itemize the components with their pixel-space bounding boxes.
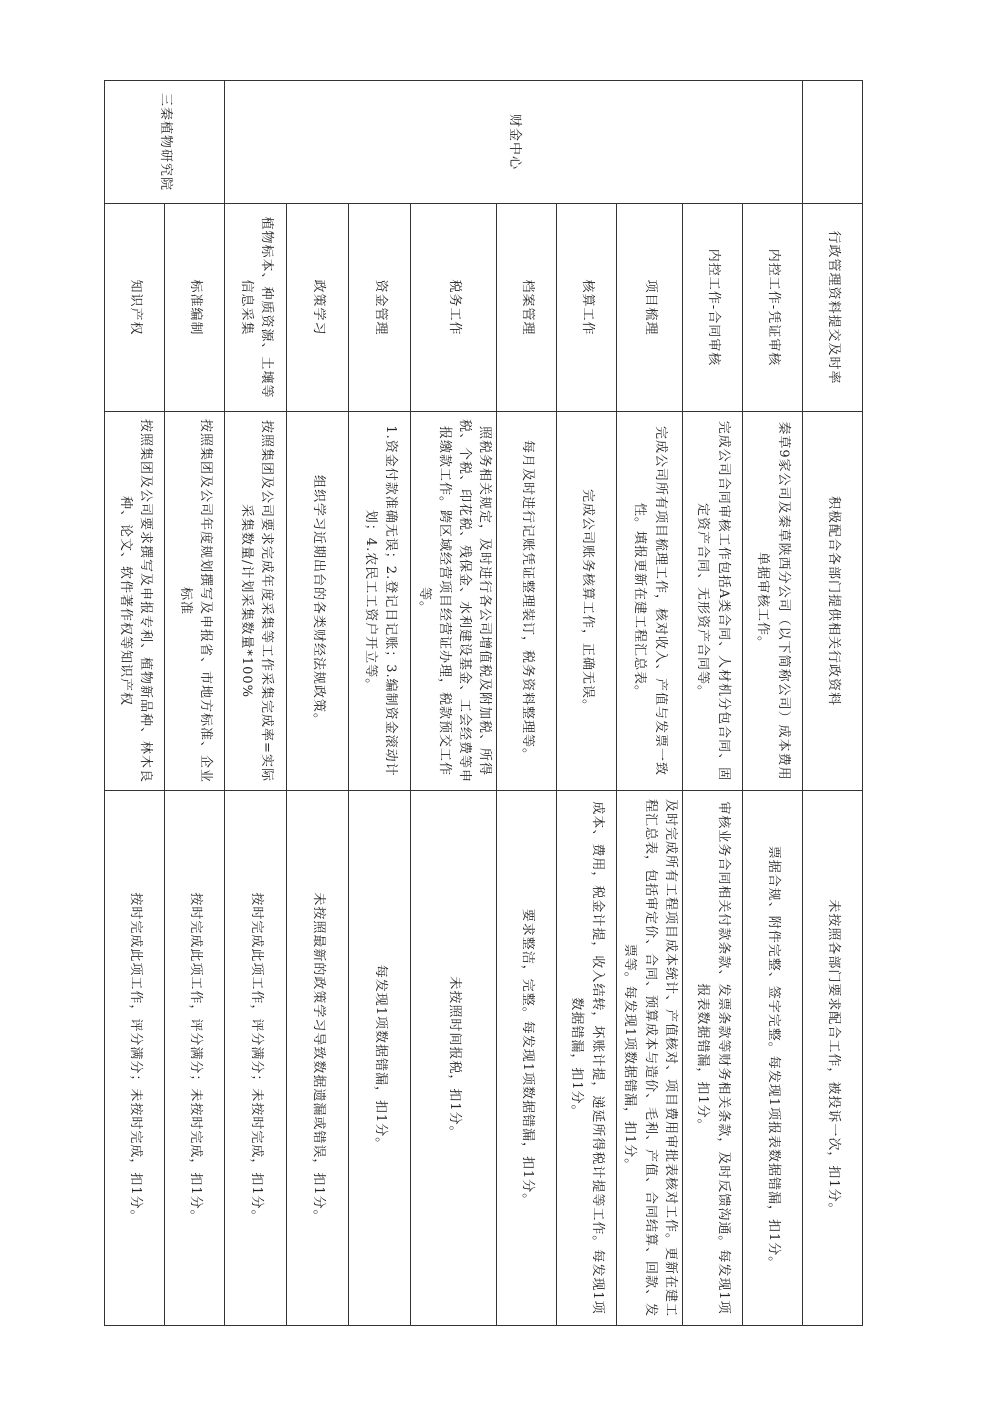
standard-cell: 秦草9家公司及秦草陕西分公司（以下简称公司）成本费用单据审核工作。 (743, 412, 803, 791)
table-row (803, 81, 863, 1326)
scoring-cell: 成本、费用，税金计提，收入结转，坏账计提，递延所得税计提等工作。每发现1项数据错漏，扣1分。 (557, 791, 617, 1326)
standard-cell: 完成公司所有项目梳理工作，核对收入、产值与发票一致性。填报更新在建工程汇总表。 (617, 412, 683, 791)
standard-cell: 组织学习近期出台的各类财经法规政策。 (287, 412, 349, 791)
table-row (105, 81, 165, 1326)
item-cell: 内控工作-合同审核 (683, 204, 743, 412)
scoring-cell: 按时完成此项工作，评分满分；未按时完成，扣1分。 (165, 791, 225, 1326)
empty-cell (803, 81, 863, 204)
table-row (617, 81, 683, 1326)
table-row (497, 81, 557, 1326)
standard-cell: 按照集团及公司年度规划撰写及申报省、市地方标准、企业标准 (165, 412, 225, 791)
item-cell: 项目梳理 (617, 204, 683, 412)
standard-cell: 完成公司合同审核工作包括A类合同、人材机分包合同、固定资产合同、无形资产合同等。 (683, 412, 743, 791)
standard-cell: 按照集团及公司要求完成年度采集等工作采集完成率=实际采集数量/计划采集数量*100% (225, 412, 287, 791)
table-row (557, 81, 617, 1326)
assessment-table (104, 80, 863, 1326)
rotated-table-wrapper (106, 80, 863, 1325)
item-cell: 植物标本、种质资源、土壤等信息采集 (225, 204, 287, 412)
standard-cell: 积极配合各部门提供相关行政资料 (803, 412, 863, 791)
item-cell: 政策学习 (287, 204, 349, 412)
standard-cell: 每月及时进行记账凭证整理装订，税务资料整理等。 (497, 412, 557, 791)
scoring-cell: 未按照各部门要求配合工作，被投诉一次，扣1分。 (803, 791, 863, 1326)
scoring-cell: 审核业务合同相关付款条款、发票条款等财务相关条款，及时反馈沟通。每发现1项报表数据错漏，扣1分。 (683, 791, 743, 1326)
item-cell: 内控工作-凭证审核 (743, 204, 803, 412)
scoring-cell: 票据合规、附件完整、签字完整。每发现1项报表数据错漏，扣1分。 (743, 791, 803, 1326)
table-row (225, 81, 287, 1326)
scoring-cell: 按时完成此项工作，评分满分；未按时完成，扣1分。 (225, 791, 287, 1326)
scoring-cell: 未按照时间报税，扣1分。 (411, 791, 497, 1326)
item-cell: 资金管理 (349, 204, 411, 412)
standard-cell: 完成公司账务核算工作，正确无误。 (557, 412, 617, 791)
scoring-cell: 按时完成此项工作，评分满分；未按时完成，扣1分。 (105, 791, 165, 1326)
table-row (165, 81, 225, 1326)
item-cell: 知识产权 (105, 204, 165, 412)
department-cell-finance: 财金中心 (225, 81, 803, 204)
department-cell-plant-institute: 三秦植物研究院 (105, 81, 225, 204)
table-row (349, 81, 411, 1326)
scoring-cell: 要求整洁，完整。每发现1项数据错漏，扣1分。 (497, 791, 557, 1326)
table-row (287, 81, 349, 1326)
table-row (683, 81, 743, 1326)
item-cell: 档案管理 (497, 204, 557, 412)
scoring-cell: 及时完成所有工程项目成本统计、产值核对、项目费用审批表核对工作。更新在建工程汇总表，包括审定价、合同、预算成本与造价、毛利、产值、合同结算、回款、发票等。每发现1项数据错漏，扣1分。 (617, 791, 683, 1326)
standard-cell: 照税务相关规定，及时进行各公司增值税及附加税、所得税、个税、印花税、残保金、水利建设基金、工会经费等申报缴款工作。跨区域经营项目经营证办理，税款预交工作等。 (411, 412, 497, 791)
item-cell: 标准编制 (165, 204, 225, 412)
scoring-cell: 未按照最新的政策学习导致数据遗漏或错误，扣1分。 (287, 791, 349, 1326)
scoring-cell: 每发现1项数据错漏，扣1分。 (349, 791, 411, 1326)
standard-cell: 1.资金付款准确无误；2.登记日记账；3.编制资金滚动计划；4.农民工工资户开立等。 (349, 412, 411, 791)
table-row (743, 81, 803, 1326)
table-row (411, 81, 497, 1326)
item-cell: 税务工作 (411, 204, 497, 412)
item-cell: 核算工作 (557, 204, 617, 412)
standard-cell: 按照集团及公司要求撰写及申报专利、植物新品种、林木良种、论文、软件著作权等知识产权 (105, 412, 165, 791)
item-cell: 行政管理资料提交及时率 (803, 204, 863, 412)
